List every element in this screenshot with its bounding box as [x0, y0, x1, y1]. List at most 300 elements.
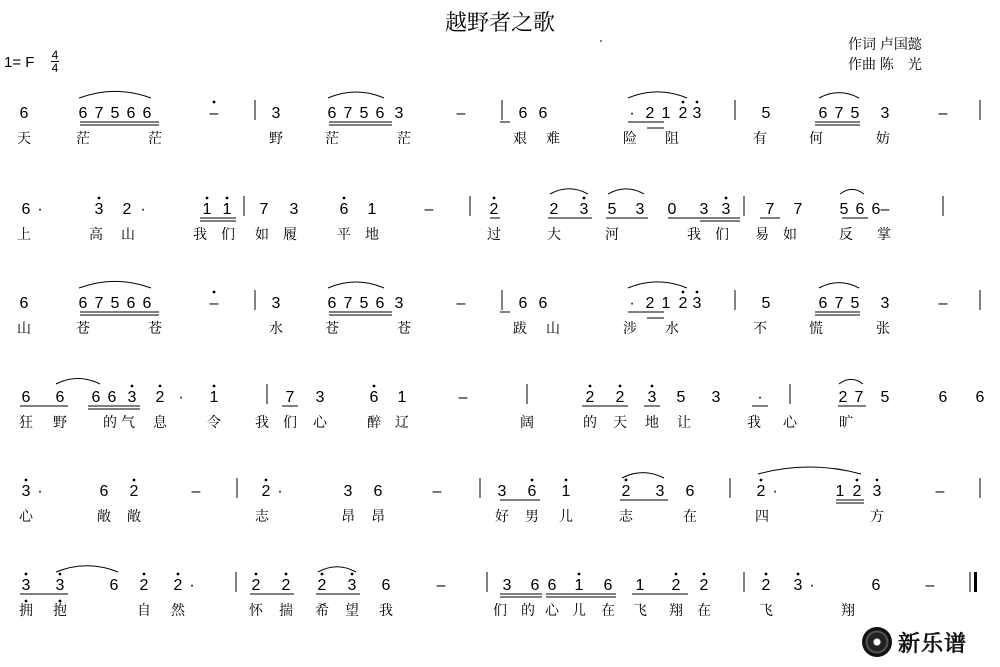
lyric-char: 山: [121, 227, 135, 243]
lyric-char: 飞: [759, 603, 773, 619]
lyric-char: 过: [487, 227, 501, 243]
augmentation-dot: ·: [772, 483, 778, 500]
octave-dot-high: [131, 385, 134, 388]
note: 2: [645, 295, 655, 312]
note: 6: [373, 483, 383, 500]
octave-dot-high: [651, 385, 654, 388]
lyric-char: 在: [683, 509, 697, 525]
dash-extension: –: [458, 389, 468, 406]
note: 6: [21, 201, 31, 218]
lyric-char: 张: [876, 321, 890, 337]
note: 6: [818, 105, 828, 122]
note: 1: [209, 389, 219, 406]
octave-dot-high: [578, 573, 581, 576]
lyric-char: 心: [783, 415, 797, 431]
note: 6: [547, 577, 557, 594]
note: 3: [635, 201, 645, 218]
lyric-char: 不: [753, 321, 767, 337]
augmentation-dot: ·: [37, 201, 43, 218]
octave-dot-high: [143, 573, 146, 576]
slur: [622, 473, 664, 478]
lyric-char: 茫: [325, 131, 339, 147]
note: 5: [850, 295, 860, 312]
note: 6: [818, 295, 828, 312]
dash-extension: –: [436, 577, 446, 594]
octave-dot-high: [98, 197, 101, 200]
note: 6: [538, 295, 548, 312]
note: 2: [139, 577, 149, 594]
octave-dot-high: [589, 385, 592, 388]
lyric-char: 履: [283, 227, 297, 243]
dash-extension: –: [209, 105, 219, 122]
note: 7: [285, 389, 295, 406]
lyric-char: 儿: [559, 509, 573, 525]
note: 6: [78, 105, 88, 122]
octave-dot-high: [725, 197, 728, 200]
time-signature-bottom: 4: [51, 61, 59, 75]
lyric-char: 何: [809, 131, 823, 147]
note: 1: [661, 295, 671, 312]
octave-dot-high: [682, 291, 685, 294]
lyric-char: 好: [495, 509, 509, 525]
augmentation-dot: ·: [629, 295, 635, 312]
score-row: [17, 281, 980, 337]
lyric-char: 方: [870, 509, 884, 525]
note: 6: [21, 389, 31, 406]
lyric-char: 昂: [371, 509, 385, 525]
octave-dot-high: [285, 573, 288, 576]
lyric-char: 的: [103, 415, 117, 431]
score-row: [19, 379, 985, 432]
lyric-char: 抱: [53, 603, 67, 619]
lyric-char: 地: [365, 227, 379, 243]
site-logo: [862, 624, 967, 660]
slur: [628, 92, 687, 98]
lyric-char: 的: [583, 415, 597, 431]
lyric-char: 敞: [127, 509, 141, 525]
logo-text: 新乐谱: [898, 630, 968, 656]
lyric-char: 们: [283, 415, 297, 431]
octave-dot-low: [25, 600, 28, 603]
lyric-char: 我: [687, 227, 701, 243]
note: 3: [655, 483, 665, 500]
octave-dot-high: [531, 479, 534, 482]
note: 1: [635, 577, 645, 594]
note: 3: [579, 201, 589, 218]
note: 3: [21, 577, 31, 594]
lyric-char: 大: [547, 227, 561, 243]
lyric-char: 我: [255, 415, 269, 431]
lyric-char: 心: [313, 415, 327, 431]
augmentation-dot: ·: [189, 577, 195, 594]
note: 6: [126, 105, 136, 122]
note: 6: [685, 483, 695, 500]
lyric-char: 自: [137, 603, 151, 619]
lyric-char: 水: [269, 321, 283, 337]
dash-extension: –: [432, 483, 442, 500]
lyric-char: 四: [755, 509, 769, 525]
note: 3: [127, 389, 137, 406]
lyric-char: 志: [255, 509, 269, 525]
note: 5: [880, 389, 890, 406]
note: 7: [94, 105, 104, 122]
lyric-char: 我: [379, 603, 393, 619]
lyric-char: 飞: [633, 603, 647, 619]
note: 6: [375, 295, 385, 312]
note: 6: [518, 105, 528, 122]
note: 7: [343, 295, 353, 312]
note: 2: [615, 389, 625, 406]
note: 2: [281, 577, 291, 594]
octave-dot-low: [59, 600, 62, 603]
note: 7: [793, 201, 803, 218]
note: 5: [110, 295, 120, 312]
lyric-char: 野: [269, 131, 283, 147]
octave-dot-high: [703, 573, 706, 576]
note: 7: [343, 105, 353, 122]
lyric-char: 地: [645, 415, 659, 431]
note: 6: [109, 577, 119, 594]
lyric-char: 望: [345, 603, 359, 619]
note: 6: [538, 105, 548, 122]
augmentation-dot: ·: [757, 389, 763, 406]
lyric-char: 儿: [572, 603, 586, 619]
lyric-char: 茫: [148, 131, 162, 147]
note: 6: [142, 105, 152, 122]
note: 2: [122, 201, 132, 218]
note: 1: [202, 201, 212, 218]
note: 3: [315, 389, 325, 406]
slur: [550, 189, 588, 194]
octave-dot-high: [765, 573, 768, 576]
note: 3: [711, 389, 721, 406]
lyric-char: 山: [546, 321, 560, 337]
note: 3: [699, 201, 709, 218]
note: 3: [497, 483, 507, 500]
note: 2: [756, 483, 766, 500]
dash-extension: –: [456, 295, 466, 312]
augmentation-dot: ·: [140, 201, 146, 218]
lyric-char: 苍: [76, 321, 90, 337]
lyric-char: 我: [193, 227, 207, 243]
note: 5: [676, 389, 686, 406]
note: 6: [55, 389, 65, 406]
octave-dot-high: [213, 291, 216, 294]
note: 3: [289, 201, 299, 218]
note: 3: [793, 577, 803, 594]
lyric-char: 拥: [19, 603, 33, 619]
time-signature-top: 4: [51, 48, 59, 62]
octave-dot-high: [343, 197, 346, 200]
note: 3: [55, 577, 65, 594]
lyric-char: 翔: [841, 603, 855, 619]
lyric-char: 息: [153, 415, 167, 431]
note: 5: [761, 295, 771, 312]
lyric-char: 艰: [513, 131, 527, 147]
lyric-char: 妨: [876, 131, 890, 147]
dash-extension: –: [935, 483, 945, 500]
slur: [758, 467, 861, 474]
note: 2: [585, 389, 595, 406]
augmentation-dot: ·: [809, 577, 815, 594]
octave-dot-high: [797, 573, 800, 576]
lyric-char: 天: [17, 131, 31, 147]
lyricist-credit: 作词 卢国懿: [848, 36, 922, 52]
note: 6: [19, 105, 29, 122]
lyric-char: 如: [255, 227, 269, 243]
octave-dot-high: [59, 573, 62, 576]
note: 6: [327, 295, 337, 312]
octave-dot-high: [583, 197, 586, 200]
octave-dot-high: [265, 479, 268, 482]
composer-credit: 作曲 陈 光: [848, 56, 922, 72]
octave-dot-high: [682, 101, 685, 104]
lyric-char: 在: [697, 603, 711, 619]
slur: [56, 379, 100, 385]
lyric-char: 上: [17, 227, 31, 243]
score-row: [17, 189, 943, 243]
octave-dot-high: [856, 479, 859, 482]
note: 5: [850, 105, 860, 122]
note: 3: [343, 483, 353, 500]
note: 1: [397, 389, 407, 406]
octave-dot-high: [493, 197, 496, 200]
slur: [79, 281, 151, 288]
note: 2: [251, 577, 261, 594]
note: 6: [530, 577, 540, 594]
note: 3: [692, 295, 702, 312]
note: 3: [880, 105, 890, 122]
lyric-char: 阻: [665, 131, 679, 147]
note: 2: [549, 201, 559, 218]
note: 7: [765, 201, 775, 218]
lyric-char: 们: [715, 227, 729, 243]
lyric-char: 揣: [279, 603, 293, 619]
note: 5: [359, 105, 369, 122]
lyric-char: 山: [17, 321, 31, 337]
lyric-char: 辽: [395, 415, 409, 431]
note: 3: [692, 105, 702, 122]
augmentation-dot: ·: [37, 483, 43, 500]
dash-extension: –: [938, 105, 948, 122]
lyric-char: 高: [89, 227, 103, 243]
lyric-char: 怀: [249, 603, 263, 619]
note: 0: [667, 201, 677, 218]
note: 1: [661, 105, 671, 122]
slur: [839, 379, 863, 384]
note: 3: [647, 389, 657, 406]
lyric-char: 苍: [148, 321, 162, 337]
note: 2: [838, 389, 848, 406]
note: 6: [142, 295, 152, 312]
lyric-char: 醉: [367, 415, 381, 431]
note: 3: [394, 295, 404, 312]
note: 6: [375, 105, 385, 122]
lyric-char: 希: [315, 603, 329, 619]
lyric-char: 跋: [513, 321, 527, 337]
dash-extension: –: [925, 577, 935, 594]
slur: [819, 283, 859, 288]
note: 3: [872, 483, 882, 500]
note: 6: [603, 577, 613, 594]
octave-dot-high: [213, 101, 216, 104]
lyric-char: 阔: [520, 415, 534, 431]
note: 6: [527, 483, 537, 500]
note: 6: [91, 389, 101, 406]
lyric-char: 天: [613, 415, 627, 431]
octave-dot-high: [625, 479, 628, 482]
slur: [819, 93, 859, 98]
note: 6: [871, 201, 881, 218]
lyric-char: 志: [619, 509, 633, 525]
slur: [608, 189, 644, 194]
octave-dot-high: [696, 291, 699, 294]
note: 5: [110, 105, 120, 122]
lyric-char: 如: [783, 227, 797, 243]
lyric-char: 险: [623, 131, 637, 147]
note: 2: [173, 577, 183, 594]
note: 7: [854, 389, 864, 406]
note: 3: [347, 577, 357, 594]
note: 5: [359, 295, 369, 312]
augmentation-dot: ·: [178, 389, 184, 406]
note: 2: [699, 577, 709, 594]
note: 2: [155, 389, 165, 406]
note: 2: [678, 295, 688, 312]
note: 1: [574, 577, 584, 594]
octave-dot-high: [213, 385, 216, 388]
note: 2: [317, 577, 327, 594]
note: 6: [107, 389, 117, 406]
lyric-char: 让: [677, 415, 691, 431]
lyric-char: 敞: [97, 509, 111, 525]
note: 1: [835, 483, 845, 500]
octave-dot-high: [876, 479, 879, 482]
dash-extension: –: [456, 105, 466, 122]
octave-dot-high: [619, 385, 622, 388]
note: 7: [259, 201, 269, 218]
octave-dot-high: [565, 479, 568, 482]
lyric-char: 然: [171, 603, 185, 619]
slur: [628, 282, 687, 288]
note: 6: [78, 295, 88, 312]
augmentation-dot: ·: [629, 105, 635, 122]
octave-dot-high: [760, 479, 763, 482]
lyric-char: 苍: [325, 321, 339, 337]
lyric-char: 平: [337, 227, 351, 243]
augmentation-dot: ·: [277, 483, 283, 500]
lyric-char: 心: [545, 603, 559, 619]
octave-dot-high: [321, 573, 324, 576]
note: 2: [261, 483, 271, 500]
note: 6: [369, 389, 379, 406]
octave-dot-high: [675, 573, 678, 576]
song-title: 越野者之歌: [444, 10, 555, 35]
note: 3: [21, 483, 31, 500]
note: 6: [381, 577, 391, 594]
note: 1: [222, 201, 232, 218]
lyric-char: 令: [207, 415, 221, 431]
score-row: [17, 91, 980, 147]
dash-extension: –: [191, 483, 201, 500]
lyric-char: 昂: [341, 509, 355, 525]
note: 2: [678, 105, 688, 122]
lyric-char: 我: [747, 415, 761, 431]
note: 3: [880, 295, 890, 312]
note: 1: [367, 201, 377, 218]
note: 6: [855, 201, 865, 218]
octave-dot-high: [226, 197, 229, 200]
lyric-char: 心: [19, 509, 33, 525]
lyric-char: 旷: [839, 415, 853, 431]
dash-extension: –: [880, 201, 890, 218]
lyric-char: 慌: [809, 321, 823, 337]
score-row: [19, 566, 977, 619]
lyric-char: 气: [121, 415, 135, 431]
octave-dot-high: [133, 479, 136, 482]
note: 3: [271, 295, 281, 312]
lyric-char: 河: [605, 227, 619, 243]
note: 6: [126, 295, 136, 312]
lyric-char: 掌: [877, 227, 891, 243]
slur: [79, 91, 151, 98]
lyric-char: 茫: [397, 131, 411, 147]
note: 2: [489, 201, 499, 218]
note: 3: [271, 105, 281, 122]
octave-dot-high: [206, 197, 209, 200]
octave-dot-high: [373, 385, 376, 388]
score-row: [19, 467, 980, 525]
lyric-char: 男: [525, 509, 539, 525]
note: 7: [94, 295, 104, 312]
lyric-char: 反: [839, 227, 853, 243]
note: 6: [938, 389, 948, 406]
note: 6: [975, 389, 985, 406]
lyric-char: 们: [493, 603, 507, 619]
note: 2: [621, 483, 631, 500]
vinyl-record-icon: [862, 627, 892, 657]
lyric-char: 翔: [669, 603, 683, 619]
slur: [56, 566, 118, 572]
note: 6: [99, 483, 109, 500]
note: 2: [129, 483, 139, 500]
note: 6: [518, 295, 528, 312]
lyric-char: 野: [53, 415, 67, 431]
slur: [328, 92, 384, 98]
dash-extension: –: [424, 201, 434, 218]
octave-dot-high: [177, 573, 180, 576]
dash-extension: –: [209, 295, 219, 312]
note: 5: [607, 201, 617, 218]
slur: [318, 567, 356, 572]
lyric-char: 狂: [19, 415, 33, 431]
lyric-char: 涉: [623, 321, 637, 337]
note: 6: [19, 295, 29, 312]
note: 3: [94, 201, 104, 218]
octave-dot-high: [255, 573, 258, 576]
note: 3: [502, 577, 512, 594]
note: 7: [834, 105, 844, 122]
note: 7: [834, 295, 844, 312]
note: 3: [721, 201, 731, 218]
note: 2: [671, 577, 681, 594]
slur: [840, 189, 864, 194]
lyric-char: 水: [665, 321, 679, 337]
note: 3: [394, 105, 404, 122]
note: 6: [339, 201, 349, 218]
note: 1: [561, 483, 571, 500]
slur: [328, 282, 384, 288]
